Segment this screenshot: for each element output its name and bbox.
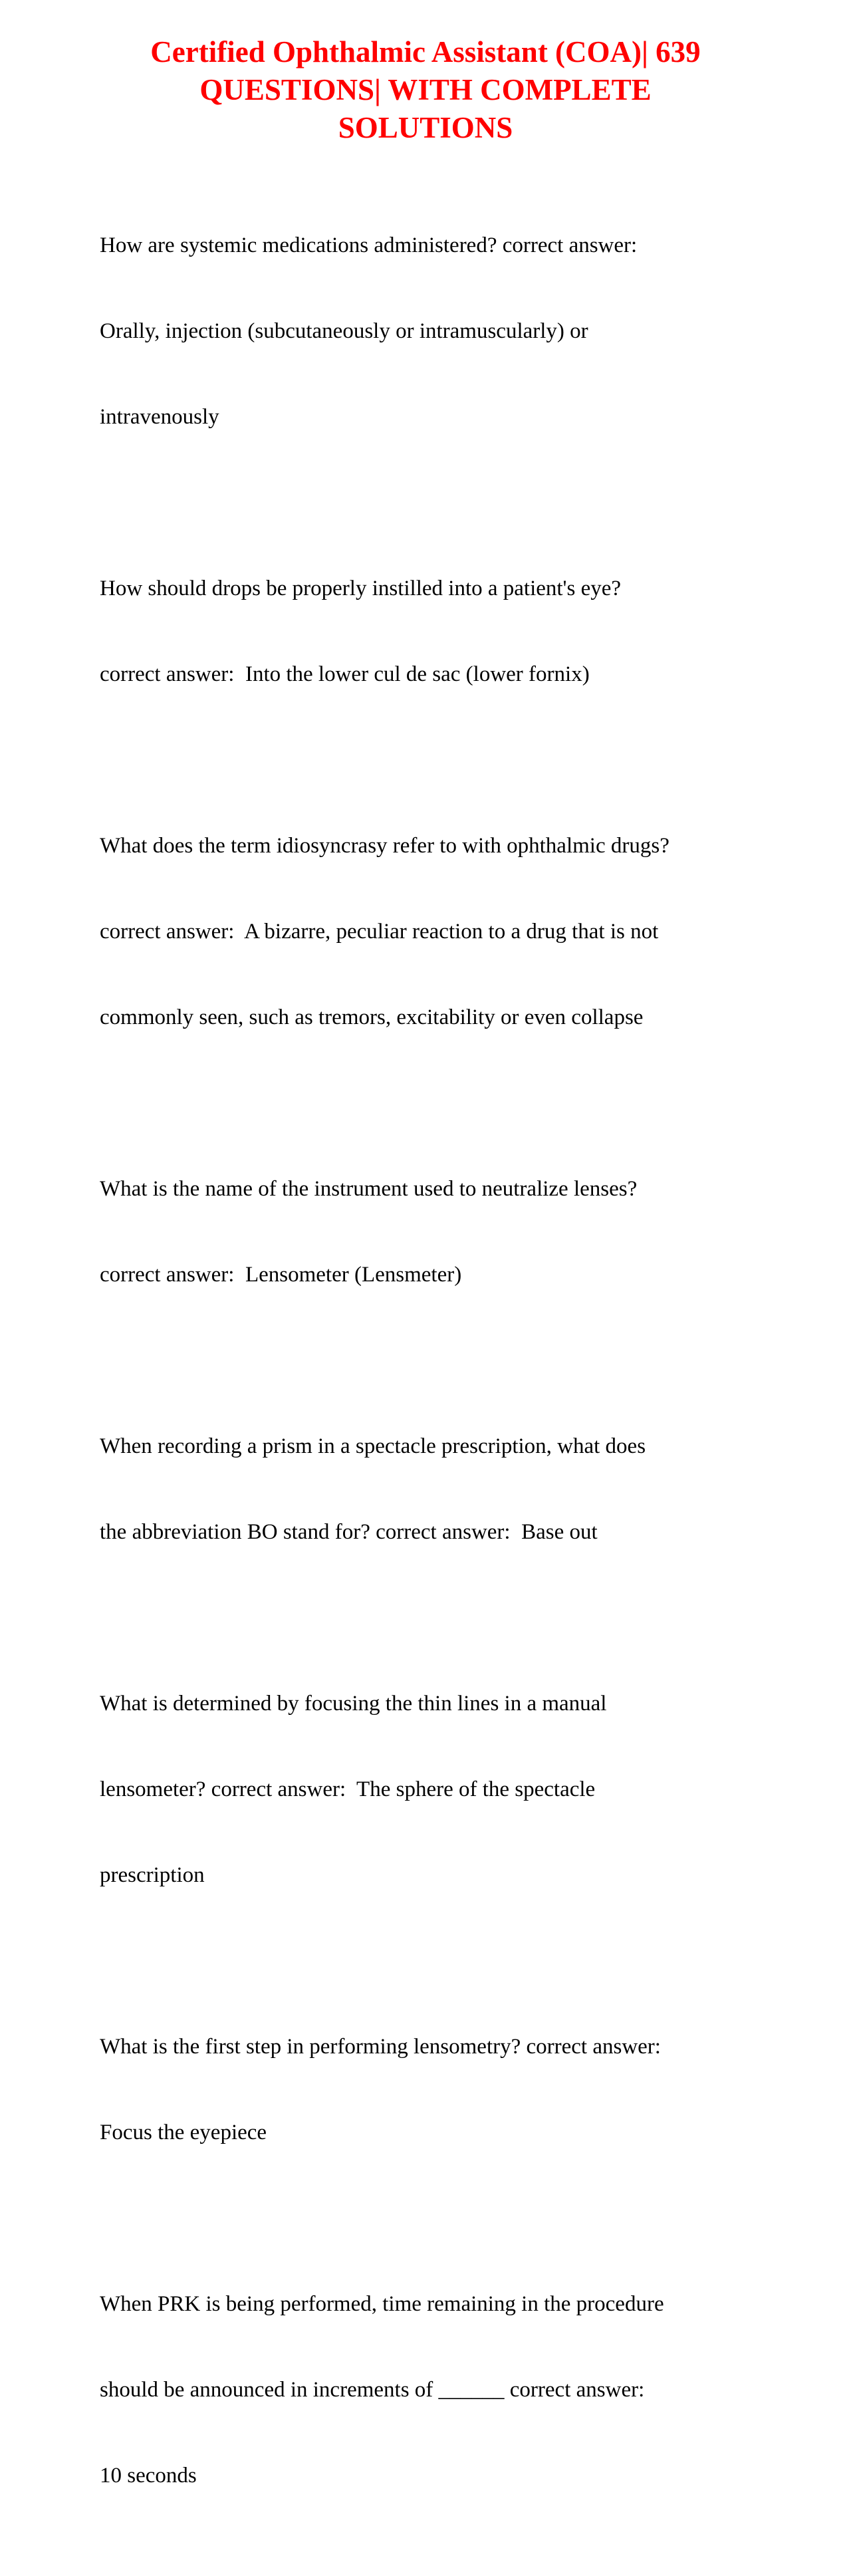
qa-item — [100, 1375, 765, 1604]
qa-line: What is the name of the instrument used to neutralize lenses? — [100, 1177, 638, 1201]
qa-line: What does the term idiosyncrasy refer to with ophthalmic drugs? — [100, 834, 669, 858]
qa-line: 10 seconds — [100, 2464, 197, 2488]
qa-line: lensometer? correct answer: The sphere of the spectacle — [100, 1777, 596, 1801]
qa-item — [100, 775, 765, 1089]
qa-line: When PRK is being performed, time remaining in the procedure — [100, 2292, 664, 2316]
qa-line: When recording a prism in a spectacle prescription, what does — [100, 1434, 646, 1458]
qa-line: correct answer: Into the lower cul de sac (lower fornix) — [100, 662, 590, 686]
qa-line: the abbreviation BO stand for? correct answer: Base out — [100, 1520, 598, 1544]
qa-line: Orally, injection (subcutaneously or intramuscularly) or — [100, 319, 588, 343]
qa-item — [100, 174, 765, 489]
qa-line: correct answer: Lensometer (Lensmeter) — [100, 1263, 462, 1287]
qa-line: commonly seen, such as tremors, excitability or even collapse — [100, 1005, 644, 1029]
title-line-2: QUESTIONS| WITH COMPLETE — [199, 73, 652, 106]
qa-line: How should drops be properly instilled into a patient's eye? — [100, 577, 622, 600]
qa-line: Focus the eyepiece — [100, 2121, 267, 2144]
qa-line: What is determined by focusing the thin lines in a manual — [100, 1692, 607, 1716]
qa-line: correct answer: A bizarre, peculiar reaction to a drug that is not — [100, 920, 659, 944]
title-line-3: SOLUTIONS — [338, 111, 513, 144]
qa-line: How are systemic medications administered? correct answer: — [100, 233, 638, 257]
qa-line: What is the first step in performing lensometry? correct answer: — [100, 2035, 661, 2059]
qa-line: should be announced in increments of ______ correct answer: — [100, 2378, 645, 2402]
qa-item — [100, 1976, 765, 2204]
qa-item — [100, 2233, 765, 2547]
title-line-1: Certified Ophthalmic Assistant (COA)| 639 — [150, 35, 701, 68]
document-title — [100, 33, 751, 147]
qa-line: prescription — [100, 1863, 205, 1887]
qa-list — [100, 174, 765, 2576]
qa-item — [100, 1632, 765, 1947]
qa-item — [100, 517, 765, 746]
qa-line: intravenously — [100, 405, 219, 429]
qa-item — [100, 1118, 765, 1347]
